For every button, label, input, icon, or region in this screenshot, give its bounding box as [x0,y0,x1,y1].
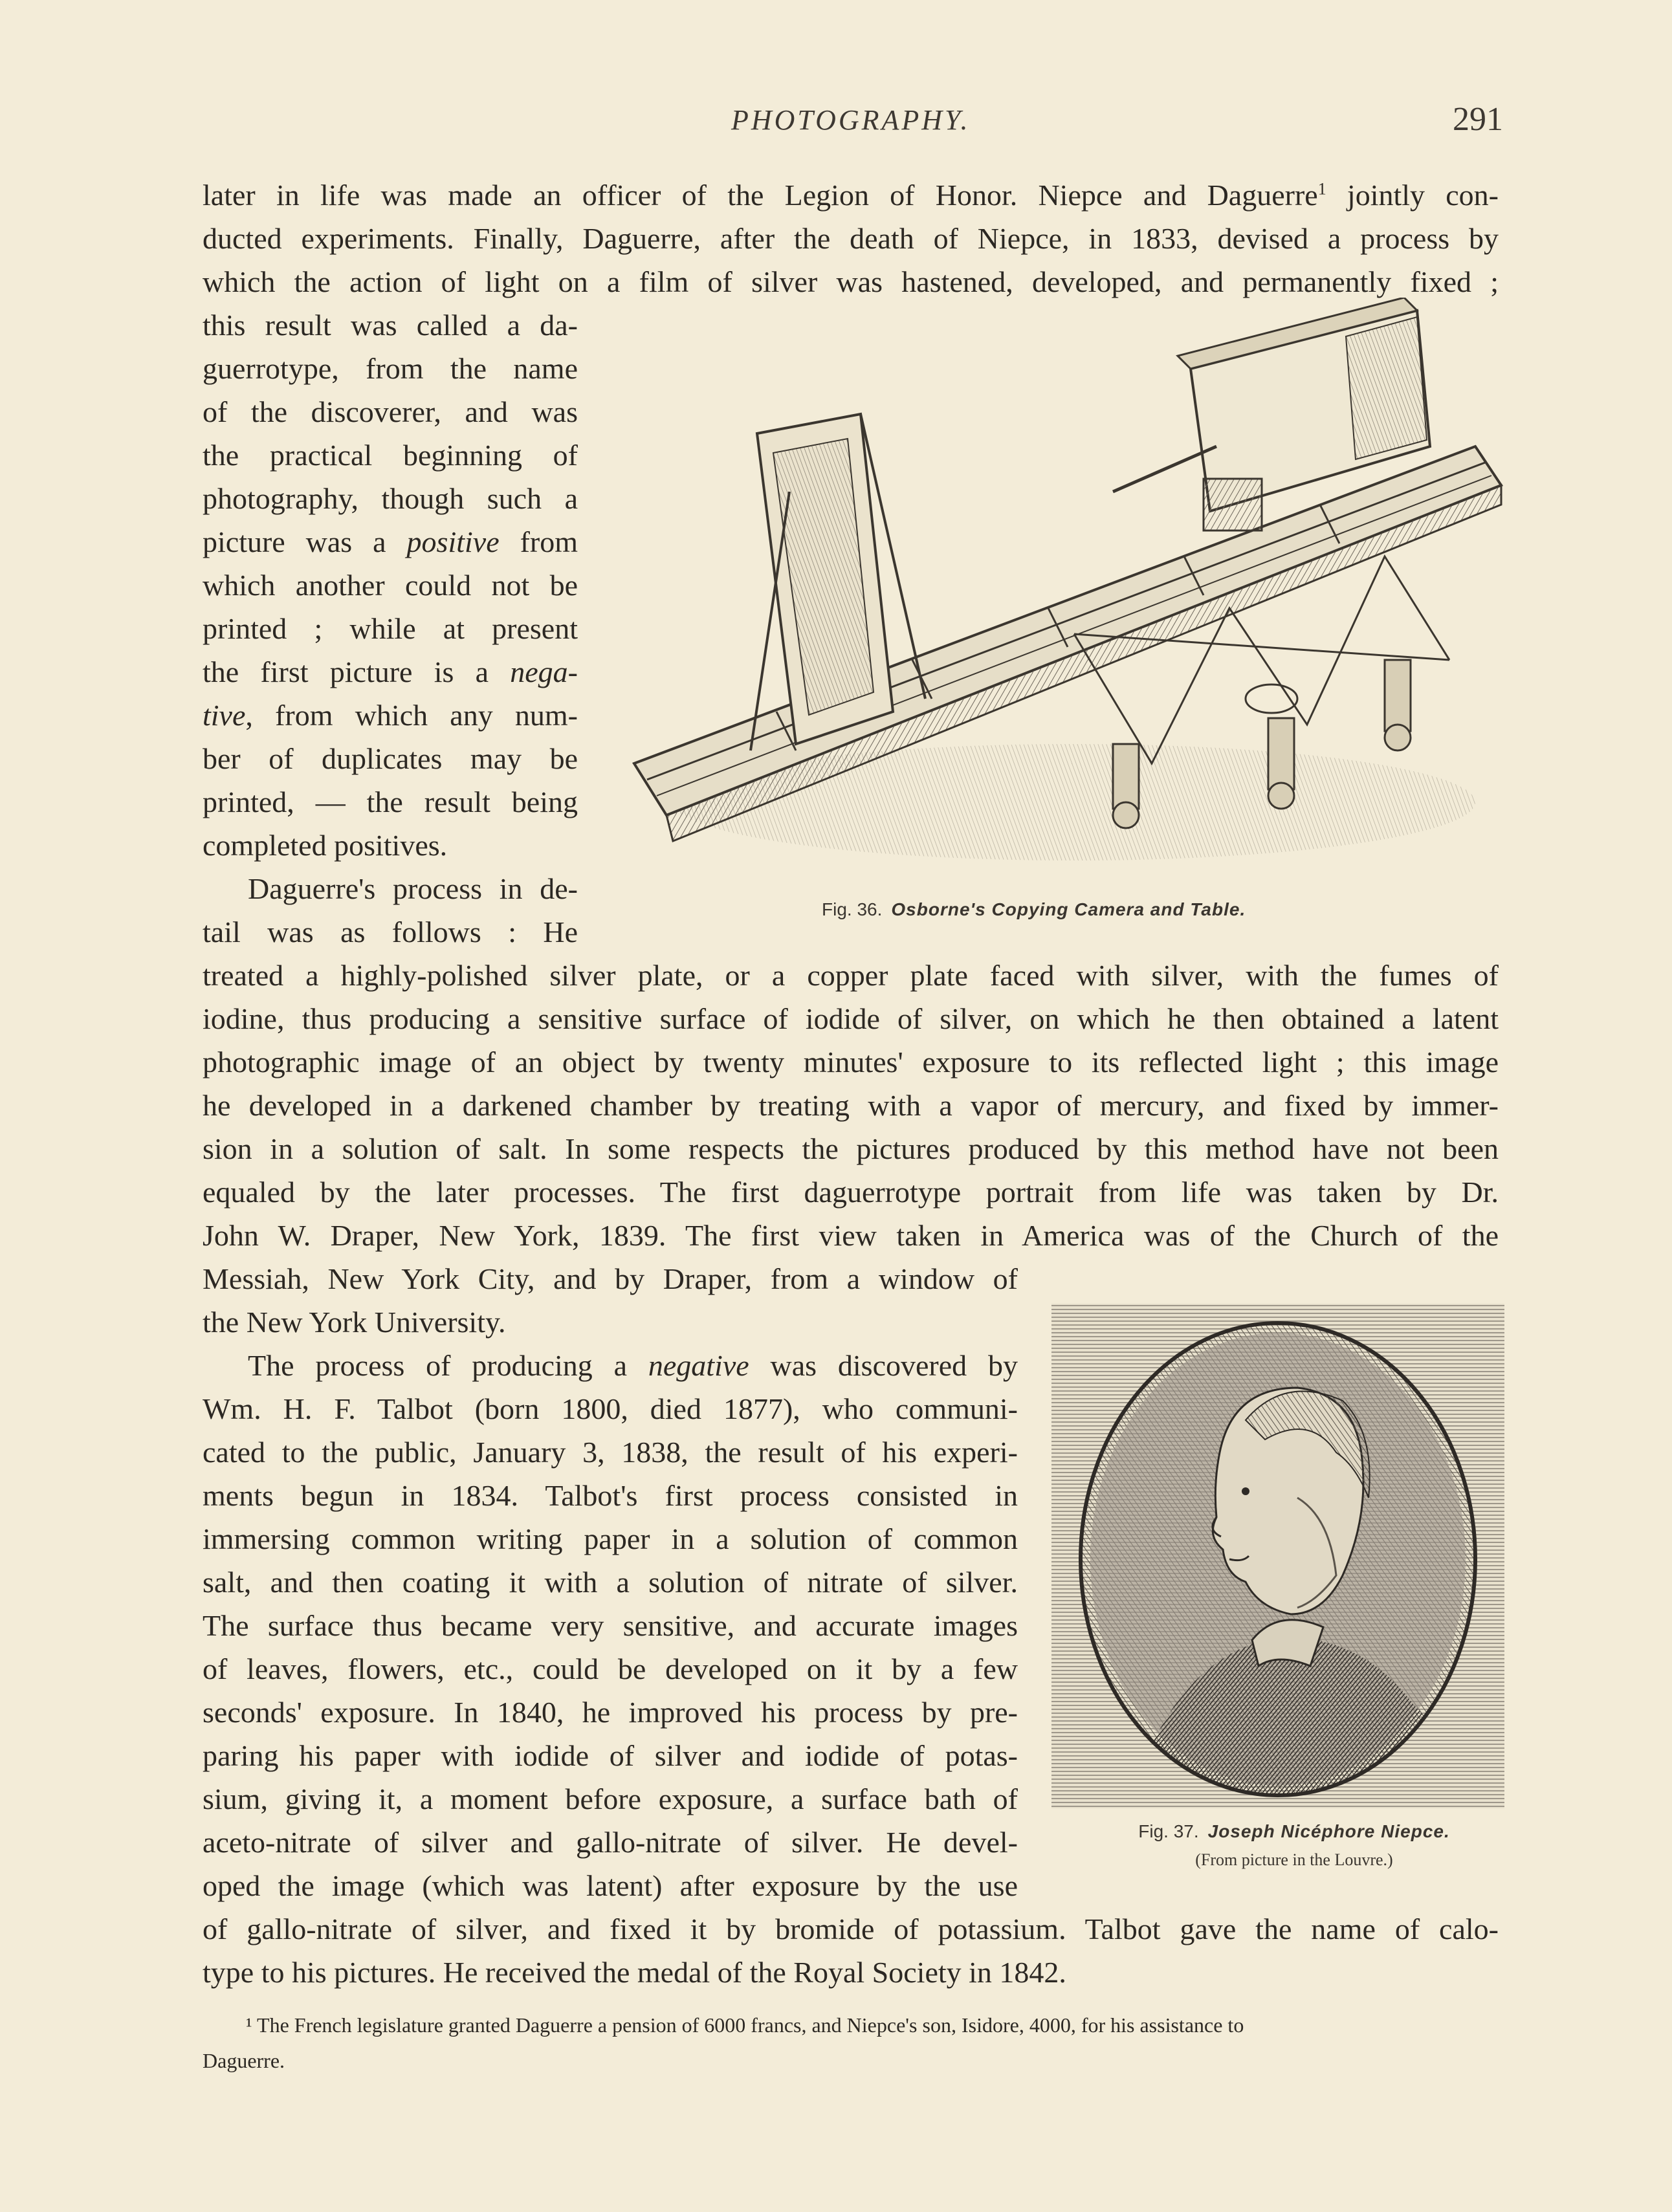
positive-italic: positive [406,525,500,558]
copying-camera-illustration [621,298,1508,893]
figure-37-title: Joseph Nicéphore Niepce. [1207,1821,1450,1841]
figure-36-title: Osborne's Copying Camera and Table. [891,899,1246,919]
figure-37-label: Fig. 37. [1138,1821,1199,1841]
body-line-26: Messiah, New York City, and by Draper, from a window of [203,1262,1018,1295]
footnote-line-2: Daguerre. [203,2049,285,2072]
niepce-portrait-illustration [1051,1304,1504,1808]
tive-italic: tive [203,699,246,732]
body-line-7: the practical beginning of [203,439,578,472]
body-line-17: Daguerre's process in de- [248,872,578,905]
body-line-11: printed ; while at present [203,612,578,645]
figure-37-caption [1100,1821,1488,1842]
body-line-3: which the action of light on a film of silver was hastened, developed, and permanently fixed ; [203,265,1499,298]
body-line-10: which another could not be [203,569,578,602]
nega-italic: nega- [510,655,578,688]
body-line-39: aceto-nitrate of silver and gallo-nitrate of silver. He devel- [203,1826,1018,1859]
body-line-25: John W. Draper, New York, 1839. The first view taken in America was of the Church of the [203,1219,1499,1252]
body-line-24: equaled by the later processes. The first daguerrotype portrait from life was taken by Dr. [203,1176,1499,1209]
footnote-line-1: ¹ The French legislature granted Daguerre a pension of 6000 francs, and Niepce's son, Isidore, 4000, for his assistance to [246,2013,1244,2037]
body-line-5: guerrotype, from the name [203,352,578,385]
body-line-6: of the discoverer, and was [203,395,578,428]
body-line-42: type to his pictures. He received the medal of the Royal Society in 1842. [203,1956,1066,1989]
footnote-ref: 1 [1317,179,1326,199]
body-line-15: printed, — the result being [203,785,578,818]
body-line-13: tive, from which any num- [203,699,578,732]
body-line-37: paring his paper with iodide of silver and iodide of potas- [203,1739,1018,1772]
body-line-19: treated a highly-polished silver plate, or a copper plate faced with silver, with the fumes of [203,959,1499,992]
body-line-34: The surface thus became very sensitive, and accurate images [203,1609,1018,1642]
body-line-23: sion in a solution of salt. In some respects the pictures produced by this method have not been [203,1132,1499,1165]
figure-37-source: (From picture in the Louvre.) [1195,1850,1393,1869]
body-line-16: completed positives. [203,829,448,862]
page-number: 291 [1453,101,1503,138]
body-line-8: photography, though such a [203,482,578,515]
body-line-27: the New York University. [203,1306,506,1339]
body-line-9: picture was a positive from [203,525,578,558]
body-line-41: of gallo-nitrate of silver, and fixed it by bromide of potassium. Talbot gave the name of calo- [203,1912,1499,1945]
body-line-22: he developed in a darkened chamber by treating with a vapor of mercury, and fixed by immer- [203,1089,1499,1122]
body-line-4: this result was called a da- [203,309,578,342]
body-line-40: oped the image (which was latent) after exposure by the use [203,1869,1018,1902]
niepce-portrait-engraving [1051,1304,1504,1808]
body-line-20: iodine, thus producing a sensitive surface of iodide of silver, on which he then obtained a latent [203,1002,1499,1035]
body-line-14: ber of duplicates may be [203,742,578,775]
body-line-36: seconds' exposure. In 1840, he improved his process by pre- [203,1696,1018,1729]
body-line-28: The process of producing a negative was discovered by [248,1349,1018,1382]
body-line-29: Wm. H. F. Talbot (born 1800, died 1877), who communi- [203,1392,1018,1425]
body-line-1: later in life was made an officer of the Legion of Honor. Niepce and Daguerre$^1$ jointly con- [203,179,1499,212]
body-line-12: the first picture is a nega- [203,655,578,688]
body-line-38: sium, giving it, a moment before exposure, a surface bath of [203,1782,1018,1815]
running-head: PHOTOGRAPHY. [731,104,971,136]
body-line-2: ducted experiments. Finally, Daguerre, after the death of Niepce, in 1833, devised a process by [203,222,1499,255]
figure-36-caption [822,899,1246,920]
copying-camera-engraving [621,298,1508,893]
body-line-18: tail was as follows : He [203,915,578,948]
body-line-32: immersing common writing paper in a solution of common [203,1522,1018,1555]
body-line-35: of leaves, flowers, etc., could be developed on it by a few [203,1652,1018,1685]
figure-36-label: Fig. 36. [822,899,883,919]
body-line-21: photographic image of an object by twenty minutes' exposure to its reflected light ; this image [203,1046,1499,1079]
body-line-31: ments begun in 1834. Talbot's first process consisted in [203,1479,1018,1512]
negative-italic: negative [648,1349,749,1382]
body-line-30: cated to the public, January 3, 1838, the result of his experi- [203,1436,1018,1469]
body-line-33: salt, and then coating it with a solution of nitrate of silver. [203,1566,1018,1599]
